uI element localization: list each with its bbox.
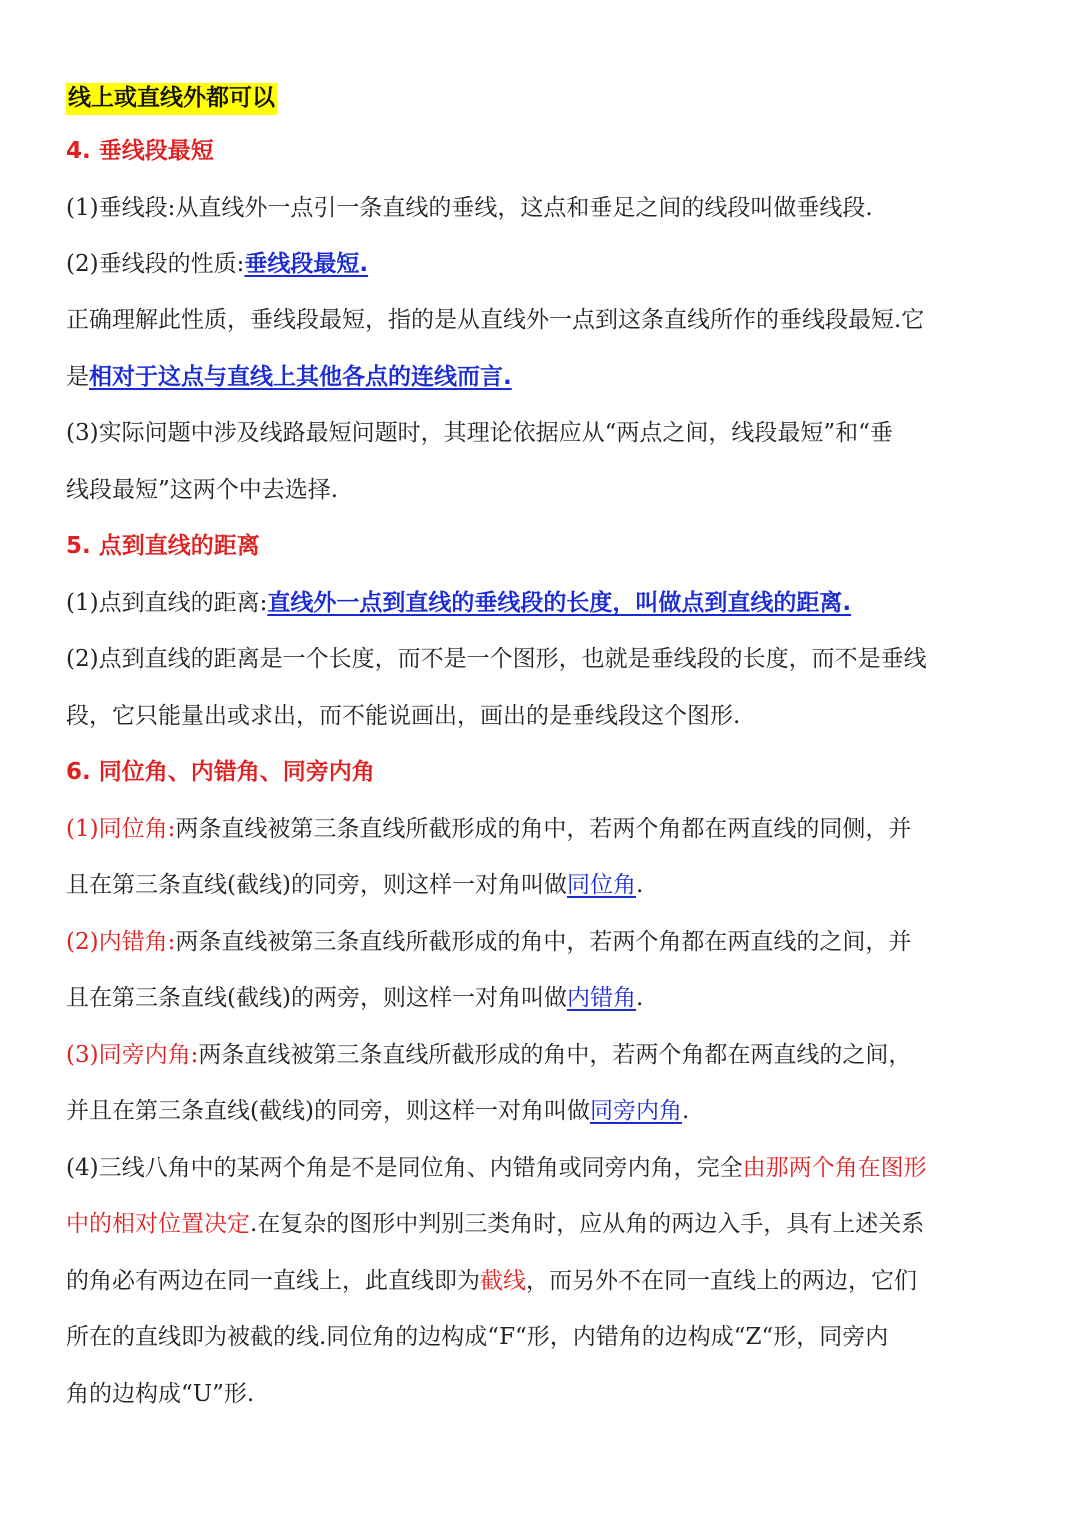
section-4-paragraph-3-line-1: 正确理解此性质，垂线段最短，指的是从直线外一点到这条直线所作的垂线段最短.它 bbox=[66, 307, 925, 333]
section-6-item-4-line-1 bbox=[66, 1148, 927, 1188]
section-6-item-4-red-text: 由那两个角在图形 bbox=[742, 1155, 927, 1181]
section-4-heading: 4. 垂线段最短 bbox=[66, 138, 214, 164]
section-6-item-4-line-3 bbox=[66, 1261, 917, 1301]
section-6-item-4-text-4: ，而另外不在同一直线上的两边，它们 bbox=[526, 1268, 917, 1294]
section-6-item-2-label: (2)内错角: bbox=[66, 929, 176, 955]
section-6-item-3-suffix: . bbox=[681, 1098, 690, 1124]
section-6-item-2-line-1 bbox=[66, 922, 911, 962]
section-6-item-1-link[interactable]: 同位角 bbox=[566, 872, 636, 898]
section-6-item-1-line-2 bbox=[66, 865, 643, 905]
section-6-item-4-red-text-3: 截线 bbox=[480, 1268, 526, 1294]
section-4-p3-link[interactable]: 相对于这点与直线上其他各点的连线而言. bbox=[89, 364, 512, 390]
section-6-item-4-red-text-2: 中的相对位置决定 bbox=[66, 1211, 250, 1237]
section-4-p2-link[interactable]: 垂线段最短. bbox=[244, 251, 369, 277]
section-5-p1-prefix: (1)点到直线的距离: bbox=[66, 590, 268, 616]
section-5-paragraph-2-line-2: 段，它只能量出或求出，而不能说画出，画出的是垂线段这个图形. bbox=[66, 703, 741, 729]
section-6-item-1-text-2: 且在第三条直线(截线)的同旁，则这样一对角叫做 bbox=[66, 872, 567, 898]
section-6-item-1-label: (1)同位角: bbox=[66, 816, 176, 842]
section-5-paragraph-2-line-1: (2)点到直线的距离是一个长度，而不是一个图形，也就是垂线段的长度，而不是垂线 bbox=[66, 646, 927, 672]
section-4-paragraph-3-line-2 bbox=[66, 357, 512, 397]
section-6-item-4-line-4: 所在的直线即为被截的线.同位角的边构成“F“形，内错角的边构成“Z“形，同旁内 bbox=[66, 1324, 889, 1350]
section-6-item-1-suffix: . bbox=[635, 872, 644, 898]
section-6-item-3-text: 两条直线被第三条直线所截形成的角中，若两个角都在两直线的之间， bbox=[198, 1042, 912, 1068]
section-4-paragraph-1: (1)垂线段:从直线外一点引一条直线的垂线，这点和垂足之间的线段叫做垂线段. bbox=[66, 195, 873, 221]
section-4-paragraph-2 bbox=[66, 244, 368, 284]
section-6-item-2-text-2: 且在第三条直线(截线)的两旁，则这样一对角叫做 bbox=[66, 985, 567, 1011]
section-5-heading: 5. 点到直线的距离 bbox=[66, 533, 260, 559]
section-6-item-2-link[interactable]: 内错角 bbox=[566, 985, 636, 1011]
highlighted-text-line bbox=[66, 78, 277, 118]
section-6-item-1-text: 两条直线被第三条直线所截形成的角中，若两个角都在两直线的同侧，并 bbox=[175, 816, 912, 842]
section-6-item-3-line-1 bbox=[66, 1035, 911, 1075]
section-6-item-3-text-2: 并且在第三条直线(截线)的同旁，则这样一对角叫做 bbox=[66, 1098, 590, 1124]
section-6-item-2-line-2 bbox=[66, 978, 643, 1018]
section-6-item-3-link[interactable]: 同旁内角 bbox=[589, 1098, 682, 1124]
section-6-item-4-text-3: 的角必有两边在同一直线上，此直线即为 bbox=[66, 1268, 480, 1294]
section-6-item-3-label: (3)同旁内角: bbox=[66, 1042, 199, 1068]
section-6-item-2-text: 两条直线被第三条直线所截形成的角中，若两个角都在两直线的之间，并 bbox=[175, 929, 912, 955]
section-4-p3-prefix: 是 bbox=[66, 364, 89, 390]
section-6-item-4-line-5: 角的边构成“U”形. bbox=[66, 1381, 255, 1407]
section-4-p2-prefix: (2)垂线段的性质: bbox=[66, 251, 245, 277]
section-5-p1-link[interactable]: 直线外一点到直线的垂线段的长度，叫做点到直线的距离. bbox=[267, 590, 852, 616]
section-6-item-1-line-1 bbox=[66, 809, 911, 849]
section-5-paragraph-1 bbox=[66, 583, 851, 623]
section-4-paragraph-4-line-2: 线段最短”这两个中去选择. bbox=[66, 477, 339, 503]
section-6-item-2-suffix: . bbox=[635, 985, 644, 1011]
section-6-item-4-text-2: .在复杂的图形中判别三类角时，应从角的两边入手，具有上述关系 bbox=[250, 1211, 925, 1237]
highlighted-text: 线上或直线外都可以 bbox=[66, 83, 277, 115]
section-6-item-4-line-2 bbox=[66, 1204, 924, 1244]
section-4-paragraph-4-line-1: (3)实际问题中涉及线路最短问题时，其理论依据应从“两点之间，线段最短”和“垂 bbox=[66, 420, 893, 446]
section-6-heading: 6. 同位角、内错角、同旁内角 bbox=[66, 759, 375, 785]
section-6-item-3-line-2 bbox=[66, 1091, 689, 1131]
section-6-item-4-text: (4)三线八角中的某两个角是不是同位角、内错角或同旁内角，完全 bbox=[66, 1155, 743, 1181]
